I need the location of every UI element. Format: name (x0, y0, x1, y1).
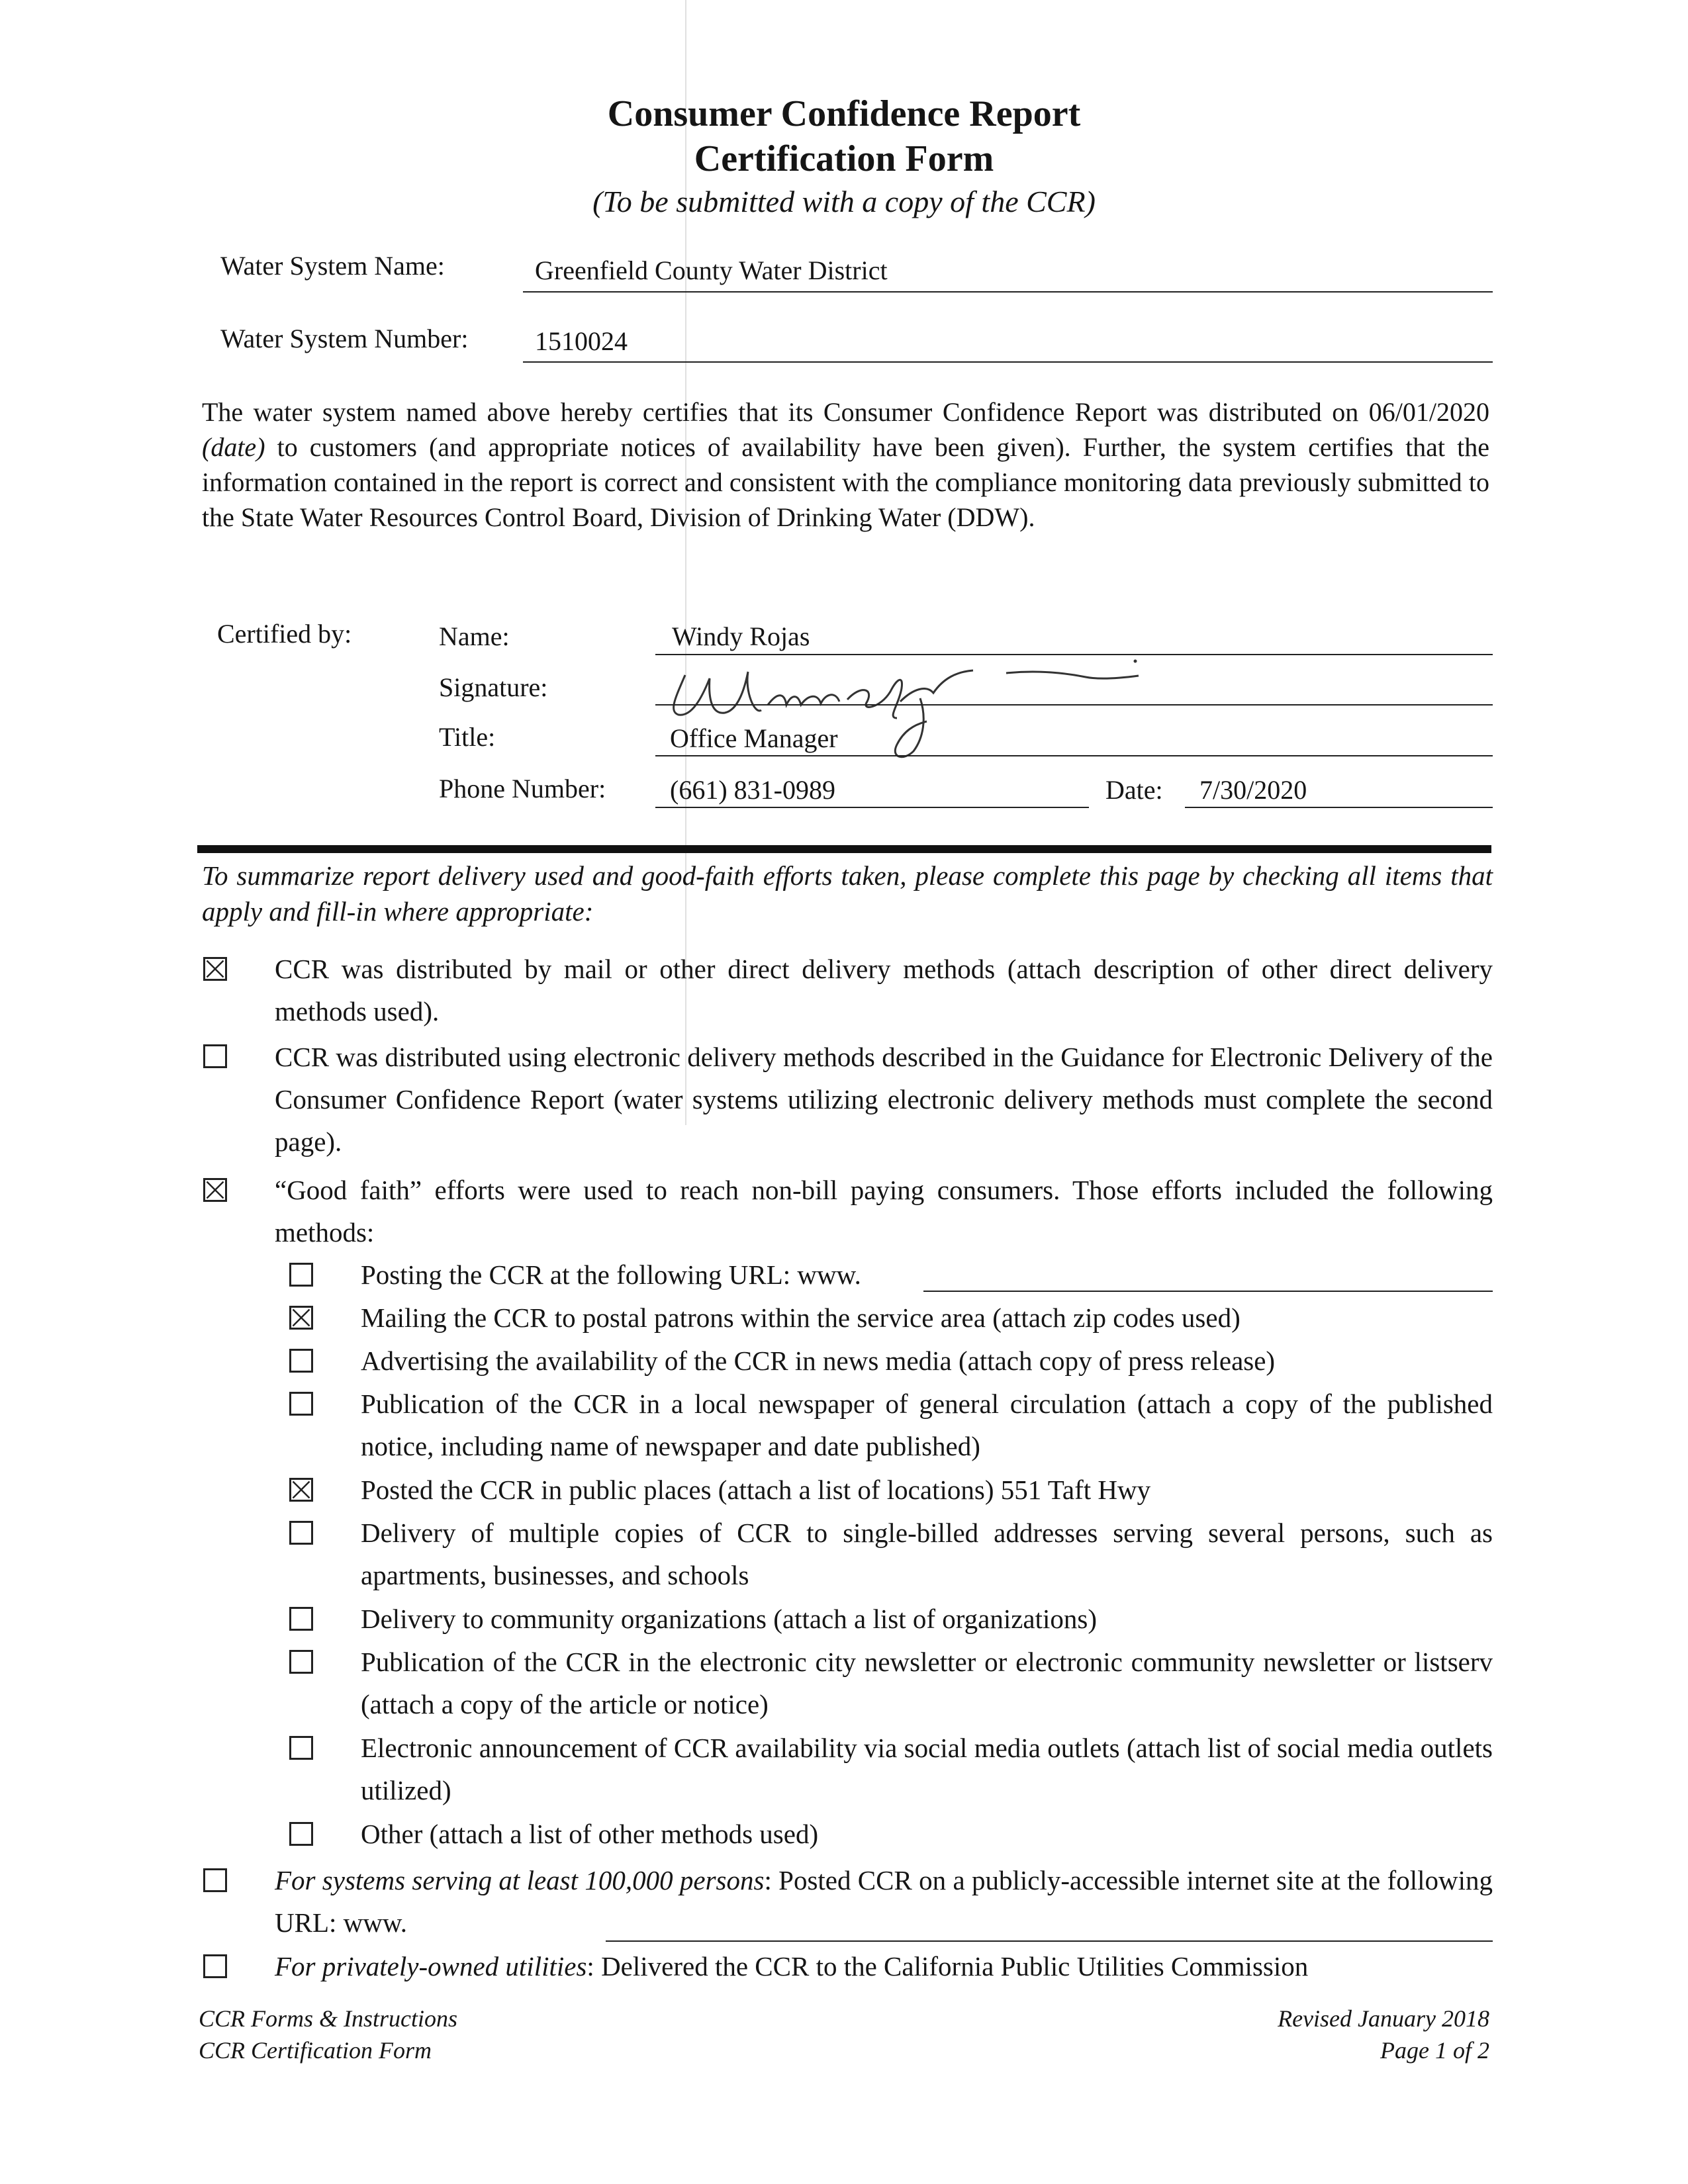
certification-statement: The water system named above hereby certifies that its Consumer Confidence Report was distributed on 06/01/2020 (date) to customers (and appropriate notices of availability have been given). Further, the system certifies that the information contained in the report is correct and consistent with the compliance monitoring data previously submitted to the State Water Resources Control Board, Division of Drinking Water (DDW). (202, 397, 1490, 532)
subitem-other-methods: Other (attach a list of other methods used) (361, 1819, 819, 1849)
subitem-mailing-postal: Mailing the CCR to postal patrons within the service area (attach zip codes used) (361, 1302, 1241, 1333)
subitem-community-orgs: Delivery to community organizations (attach a list of organizations) (361, 1604, 1098, 1634)
checkbox-community-orgs[interactable] (289, 1607, 313, 1631)
subitem-advertising: Advertising the availability of the CCR in news media (attach copy of press release) (361, 1345, 1276, 1376)
checkbox-mailing-postal[interactable] (289, 1306, 313, 1330)
subitem-posting-url: Posting the CCR at the following URL: www. (361, 1259, 861, 1290)
water-system-number-line (523, 361, 1493, 363)
item-private-utilities: For privately-owned utilities: Delivered the CCR to the California Public Utilities Commission (275, 1951, 1309, 1981)
checkbox-mail-delivery[interactable] (203, 957, 227, 981)
phone-label: Phone Number: (439, 774, 606, 803)
checkbox-public-places[interactable] (289, 1478, 313, 1502)
title-label: Title: (439, 722, 496, 752)
water-system-name-label: Water System Name: (220, 251, 445, 281)
checkbox-electronic-delivery[interactable] (203, 1044, 227, 1068)
form-title-line1: Consumer Confidence Report (607, 93, 1081, 134)
item-good-faith: “Good faith” efforts were used to reach non-bill paying consumers. Those efforts included the following methods: (275, 1175, 1493, 1248)
distribution-date: 06/01/2020 (1368, 397, 1489, 427)
checkbox-newspaper[interactable] (289, 1392, 313, 1416)
instructions-text: To summarize report delivery used and good-faith efforts taken, please complete this page by checking all items that apply and fill-in where appropriate: (202, 860, 1493, 927)
checkbox-private-utilities[interactable] (203, 1954, 227, 1978)
water-system-number-value[interactable]: 1510024 (535, 326, 628, 356)
item-electronic-delivery: CCR was distributed using electronic delivery methods described in the Guidance for Electronic Delivery of the Consumer Confidence Report (water systems utilizing electronic delivery methods must complete the second page). (275, 1042, 1493, 1157)
section-divider (197, 845, 1491, 853)
subitem-social-media: Electronic announcement of CCR availability via social media outlets (attach list of social media outlets utilized) (361, 1733, 1493, 1805)
date-line (1185, 807, 1493, 808)
checkbox-multiple-copies[interactable] (289, 1521, 313, 1545)
subitem-electronic-newsletter: Publication of the CCR in the electronic city newsletter or electronic community newsletter or listserv (attach a copy of the article or notice) (361, 1647, 1493, 1719)
checkbox-advertising[interactable] (289, 1349, 313, 1373)
checkbox-large-systems[interactable] (203, 1868, 227, 1892)
checkbox-social-media[interactable] (289, 1736, 313, 1760)
large-systems-url-line[interactable] (606, 1940, 1493, 1942)
certifier-title-value[interactable]: Office Manager (670, 723, 838, 753)
water-system-number-label: Water System Number: (220, 324, 469, 353)
posting-url-line[interactable] (923, 1291, 1493, 1292)
footer-page-number: Page 1 of 2 (1380, 2037, 1489, 2064)
footer-left-line1: CCR Forms & Instructions (199, 2005, 458, 2032)
title-line (655, 755, 1493, 756)
form-title-line2: Certification Form (694, 138, 994, 179)
phone-line (655, 807, 1089, 808)
item-large-systems: For systems serving at least 100,000 persons: Posted CCR on a publicly-accessible internet site at the following URL: www. (275, 1865, 1493, 1938)
subitem-newspaper: Publication of the CCR in a local newspaper of general circulation (attach a copy of the published notice, including name of newspaper and date published) (361, 1388, 1493, 1461)
signature-line (655, 704, 1493, 705)
checkbox-good-faith[interactable] (203, 1178, 227, 1202)
certified-by-label: Certified by: (217, 619, 352, 649)
checkbox-other-methods[interactable] (289, 1822, 313, 1846)
phone-value[interactable]: (661) 831-0989 (670, 775, 835, 805)
footer-revised: Revised January 2018 (1278, 2005, 1489, 2032)
date-label: Date: (1105, 775, 1163, 805)
subitem-multiple-copies: Delivery of multiple copies of CCR to single-billed addresses serving several persons, such as apartments, businesses, and schools (361, 1518, 1493, 1590)
water-system-name-value[interactable]: Greenfield County Water District (535, 255, 888, 285)
water-system-name-line (523, 291, 1493, 293)
certifier-name-value[interactable]: Windy Rojas (672, 621, 810, 651)
date-value[interactable]: 7/30/2020 (1199, 775, 1307, 805)
name-label: Name: (439, 621, 510, 651)
form-subtitle: (To be submitted with a copy of the CCR) (592, 185, 1096, 218)
checkbox-electronic-newsletter[interactable] (289, 1650, 313, 1674)
signature-label: Signature: (439, 672, 548, 702)
checkbox-posting-url[interactable] (289, 1263, 313, 1287)
item-mail-delivery: CCR was distributed by mail or other direct delivery methods (attach description of other direct delivery methods used). (275, 954, 1493, 1026)
footer-left-line2: CCR Certification Form (199, 2037, 432, 2064)
subitem-public-places: Posted the CCR in public places (attach a list of locations) 551 Taft Hwy (361, 1475, 1151, 1505)
